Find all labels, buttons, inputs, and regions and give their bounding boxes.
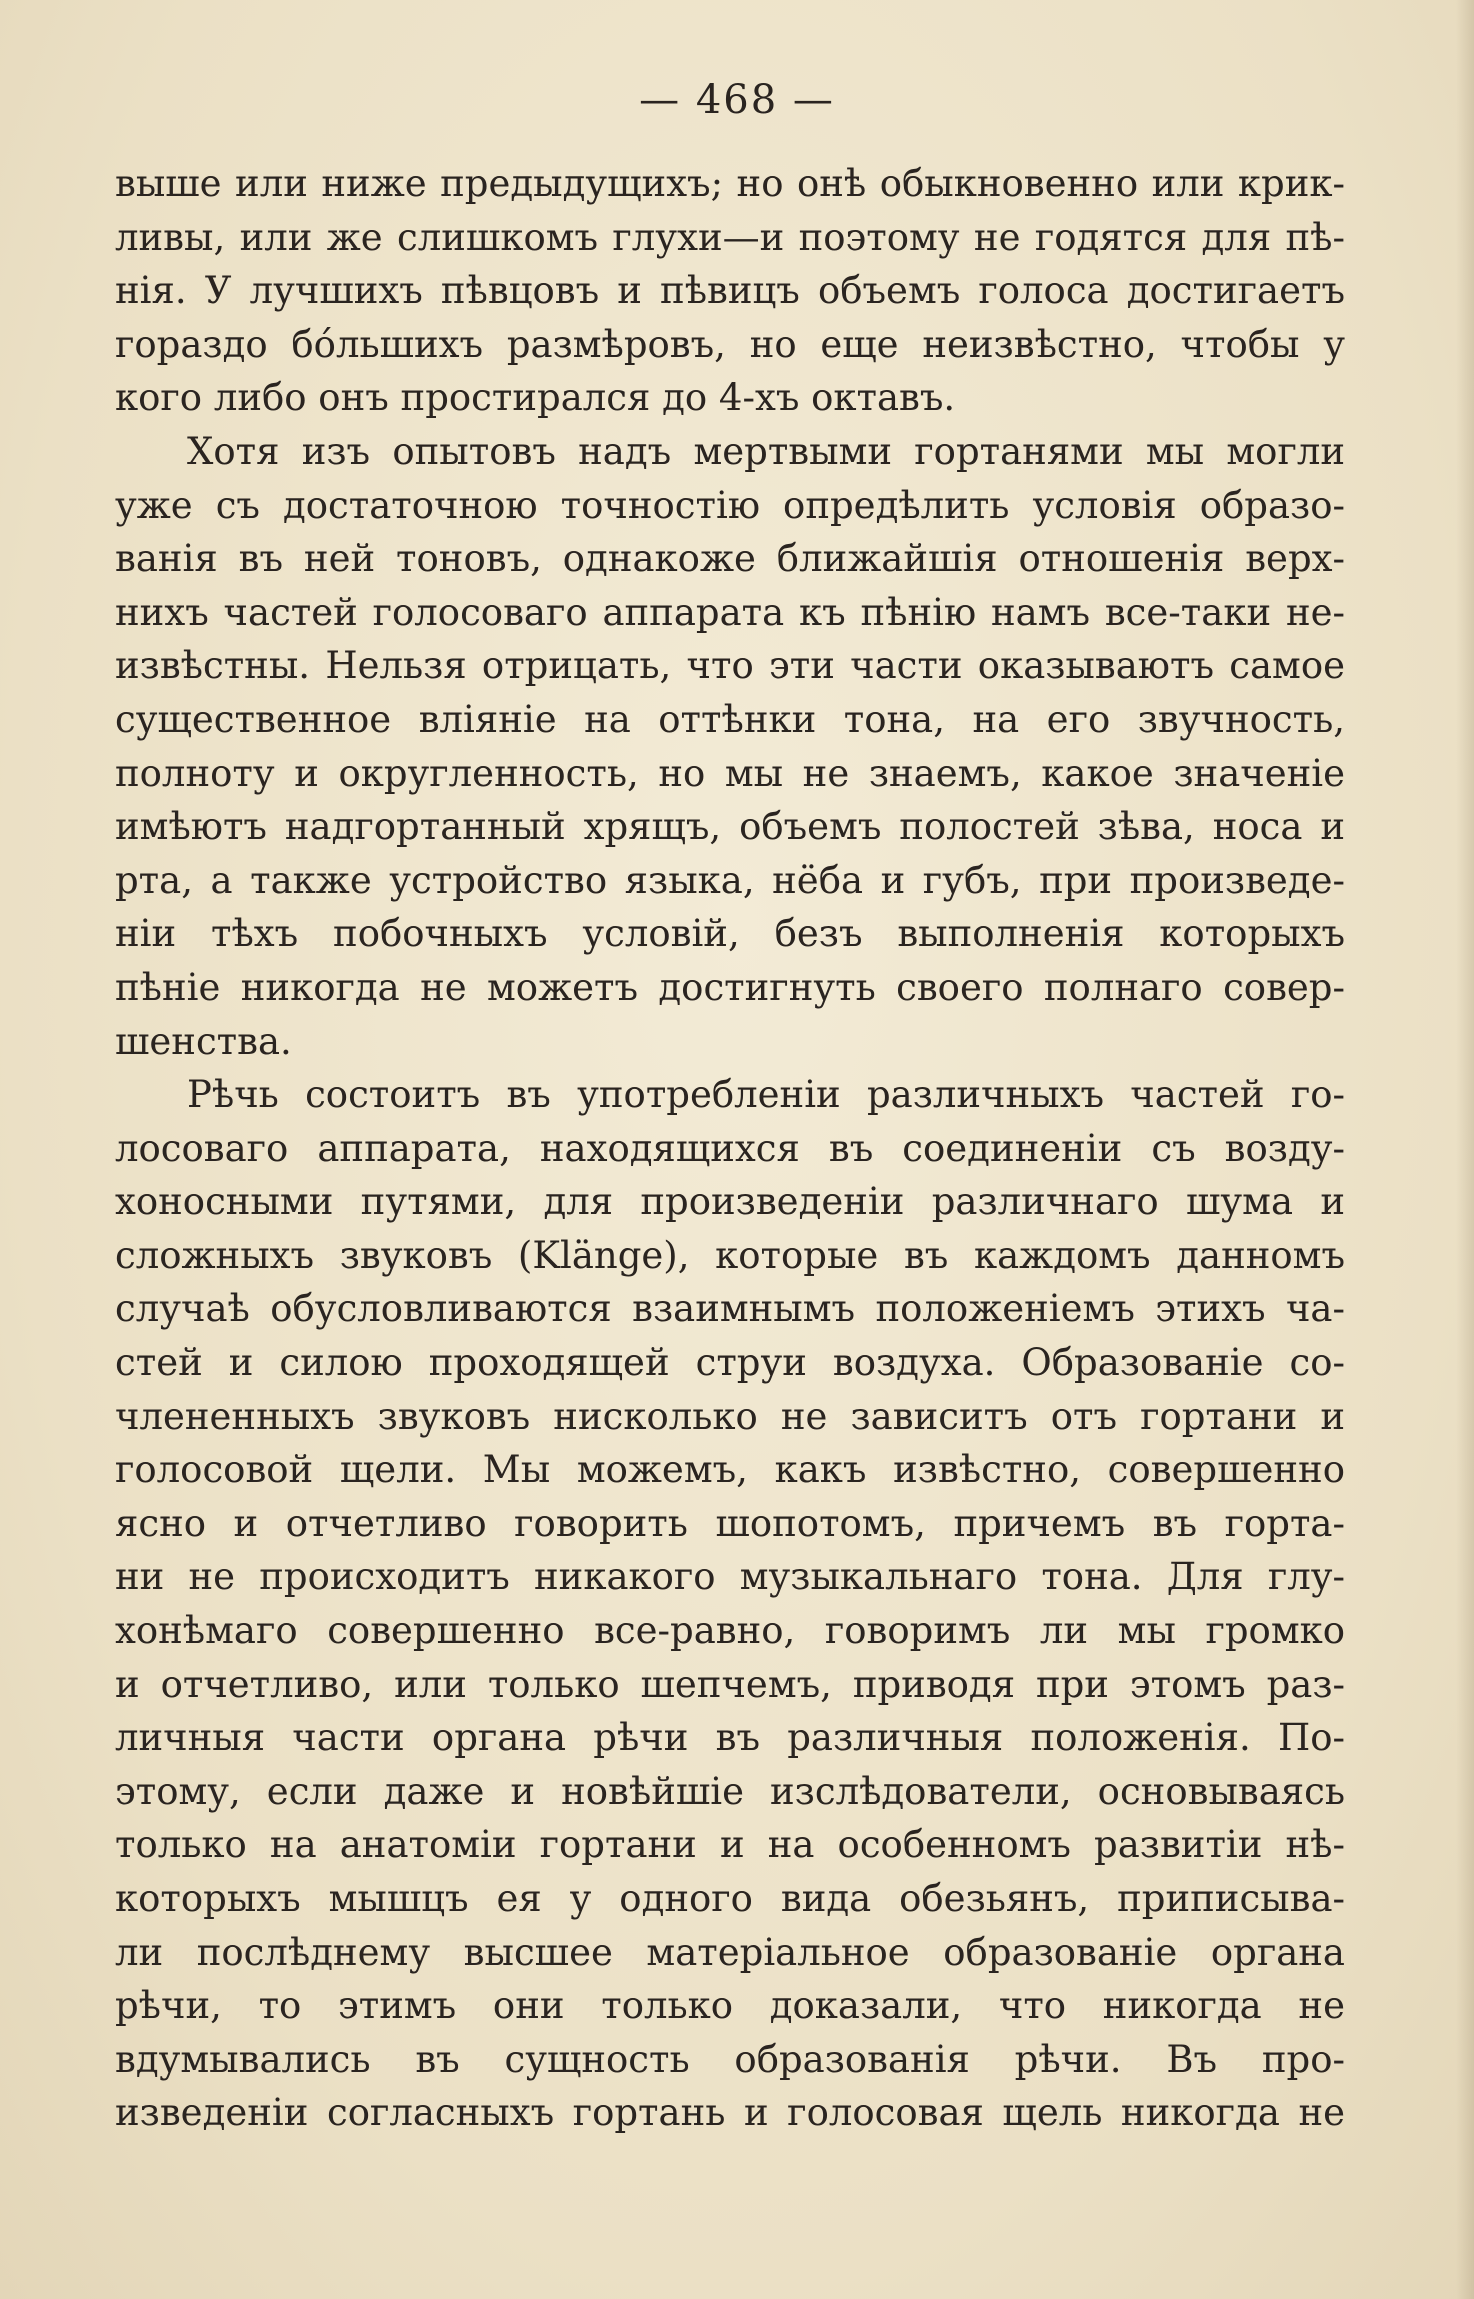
- text-line: Рѣчь состоитъ въ употребленіи различныхъ частей го-: [187, 1073, 1345, 1117]
- text-line: рта, а также устройство языка, нёба и губъ, при произведе-: [115, 858, 1345, 902]
- text-line: рѣчи, то этимъ они только доказали, что никогда не: [115, 1984, 1345, 2028]
- text-line: члененныхъ звуковъ нисколько не зависитъ отъ гортани и: [115, 1394, 1345, 1438]
- text-line: ни не происходитъ никакого музыкальнаго тона. Для глу-: [115, 1555, 1345, 1599]
- text-line: сложныхъ звуковъ (Klänge), которые въ каждомъ данномъ: [115, 1233, 1345, 1277]
- text-line: случаѣ обусловливаются взаимнымъ положеніемъ этихъ ча-: [115, 1287, 1345, 1331]
- text-line: существенное вліяніе на оттѣнки тона, на его звучность,: [115, 697, 1345, 741]
- text-line: Хотя изъ опытовъ надъ мертвыми гортанями мы могли: [187, 429, 1345, 473]
- text-line: хоносными путями, для произведеніи различнаго шума и: [115, 1180, 1345, 1224]
- text-line: этому, если даже и новѣйшіе изслѣдователи, основываясь: [115, 1769, 1345, 1813]
- text-line: ванія въ ней тоновъ, однакоже ближайшія отношенія верх-: [115, 537, 1345, 581]
- text-line: извѣстны. Нельзя отрицать, что эти части оказываютъ самое: [115, 644, 1345, 688]
- text-line: лосоваго аппарата, находящихся въ соединеніи съ возду-: [115, 1126, 1345, 1170]
- text-line: шенства.: [115, 1019, 292, 1063]
- text-line: только на анатоміи гортани и на особенномъ развитіи нѣ-: [115, 1823, 1345, 1867]
- text-line: ясно и отчетливо говорить шопотомъ, причемъ въ горта-: [115, 1501, 1345, 1545]
- text-line: ли послѣднему высшее матеріальное образованіе органа: [115, 1930, 1345, 1974]
- text-line: имѣютъ надгортанный хрящъ, объемъ полостей зѣва, носа и: [115, 805, 1345, 849]
- text-line: ніи тѣхъ побочныхъ условій, безъ выполненія которыхъ: [115, 912, 1345, 956]
- text-line: хонѣмаго совершенно все-равно, говоримъ ли мы громко: [115, 1609, 1345, 1653]
- text-line: уже съ достаточною точностію опредѣлить условія образо-: [115, 483, 1345, 527]
- text-line: полноту и округленность, но мы не знаемъ, какое значеніе: [115, 751, 1345, 795]
- text-line: нихъ частей голосоваго аппарата къ пѣнію намъ все-таки не-: [115, 590, 1345, 634]
- text-line: изведеніи согласныхъ гортань и голосовая щель никогда не: [115, 2091, 1345, 2135]
- text-line: выше или ниже предыдущихъ; но онѣ обыкновенно или крик-: [115, 162, 1345, 205]
- text-line: и отчетливо, или только шепчемъ, приводя при этомъ раз-: [115, 1662, 1345, 1706]
- text-line: голосовой щели. Мы можемъ, какъ извѣстно, совершенно: [115, 1448, 1345, 1492]
- body-text: [115, 157, 1345, 2140]
- text-line: ливы, или же слишкомъ глухи—и поэтому не годятся для пѣ-: [115, 215, 1345, 259]
- page-number: — 468 —: [639, 77, 835, 123]
- text-line: кого либо онъ простирался до 4-хъ октавъ.: [115, 376, 956, 420]
- text-line: нія. У лучшихъ пѣвцовъ и пѣвицъ объемъ голоса достигаетъ: [115, 269, 1345, 313]
- text-line: стей и силою проходящей струи воздуха. Образованіе со-: [115, 1341, 1345, 1385]
- text-line: пѣніе никогда не можетъ достигнуть своего полнаго совер-: [115, 965, 1345, 1009]
- text-line: личныя части органа рѣчи въ различныя положенія. По-: [115, 1716, 1345, 1760]
- text-line: которыхъ мышцъ ея у одного вида обезьянъ, приписыва-: [115, 1877, 1345, 1920]
- text-line: гораздо бо́льшихъ размѣровъ, но еще неизвѣстно, чтобы у: [115, 322, 1345, 366]
- text-line: вдумывались въ сущность образованія рѣчи. Въ про-: [115, 2037, 1345, 2081]
- page-edge-shadow: [1456, 0, 1474, 2299]
